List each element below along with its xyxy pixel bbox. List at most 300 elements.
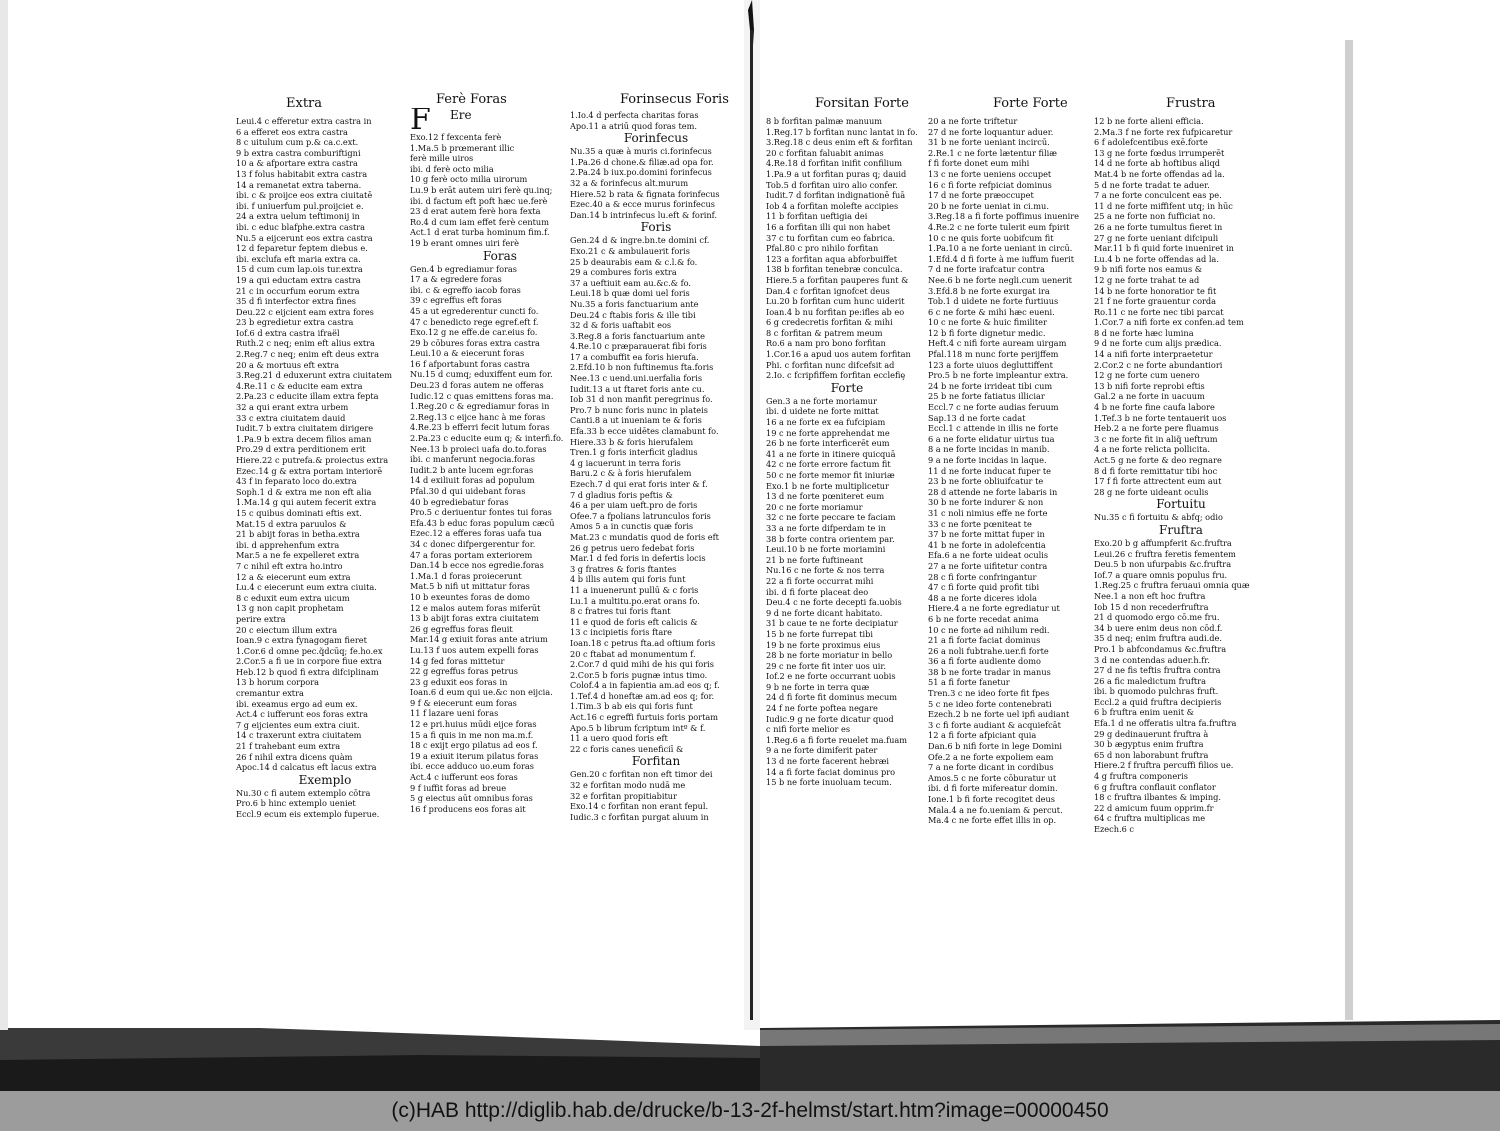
index-entry: 10 a & afportare extra castra	[236, 158, 358, 169]
index-entry: 26 a ne forte tumultus fieret in	[1094, 221, 1223, 232]
index-entry: Eccl.2 a quid fruftra decipieris	[1094, 696, 1222, 707]
index-entry: 14 g fed foras mittetur	[410, 655, 505, 666]
section-heading-ere: Ere	[450, 108, 472, 122]
index-entry: Pfal.80 c pro nihilo forfitan	[766, 243, 879, 254]
index-entry: Amos 5 a in cunctis quæ foris	[570, 521, 694, 532]
index-entry: 3.Reg.8 a foris fanctuarium ante	[570, 330, 705, 341]
index-entry: 28 d attende ne forte labaris in	[928, 486, 1058, 497]
index-entry: Deu.4 c ne forte decepti fa.uobis	[766, 597, 902, 608]
initial-letter-f: F	[410, 108, 431, 132]
index-entry: 20 a ne forte triftetur	[928, 116, 1018, 126]
index-entry: 47 a foras portam exteriorem	[410, 549, 533, 560]
index-entry: 11 e quod de foris eft calicis &	[570, 616, 698, 627]
index-entry: 15 d cum cum lap.ois tur.extra	[236, 264, 363, 275]
index-entry: 1.Cor.7 a nifi forte ex confen.ad tem	[1094, 317, 1244, 328]
index-entry: 4 b illis autem qui foris funt	[570, 574, 686, 585]
index-entry: 6 b fruftra enim uenit &	[1094, 707, 1194, 718]
column-fere-foras	[410, 108, 590, 870]
index-entry: Canti.8 a ut inueniam te & foris	[570, 415, 702, 426]
index-entry: Exo.20 b g affumpferit &c.fruftra	[1094, 537, 1232, 548]
index-entry: Deu.22 c eijcient eam extra fores	[236, 306, 374, 317]
index-entry: Exo.12 g ne effe.de car.eius fo.	[410, 327, 538, 338]
index-entry: 6 f adolefcentibus exē.forte	[1094, 137, 1208, 148]
index-entry: 23 g eduxit eos foras in	[410, 676, 508, 687]
entries-forsitan	[570, 769, 742, 822]
index-entry: 8 c eduxit eum extra uicum	[236, 592, 350, 603]
index-entry: 15 c quibus dominati eftis ext.	[236, 507, 362, 518]
index-entry: Iof.2 e ne forte occurrant uobis	[766, 671, 896, 682]
index-entry: Apoc.14 d calcatus eft lacus extra	[236, 762, 377, 773]
index-entry: 26 g petrus uero fedebat foris	[570, 542, 695, 553]
index-entry: Ezec.12 a efferes foras uafa tua	[410, 528, 542, 539]
index-entry: Hiere.52 b rata & fignata forinfecus	[570, 188, 720, 199]
index-entry: Exo.21 c & ambulauerit foris	[570, 245, 690, 256]
index-entry: Tob.5 d forfitan uiro alio confer.	[766, 179, 898, 190]
index-entry: c nifi forte melior es	[766, 724, 851, 735]
index-entry: Iob 4 a forfitan molefte accipies	[766, 200, 899, 211]
index-entry: 3.Reg.21 d eduxerunt extra ciuitatem	[236, 370, 393, 381]
index-entry: 4.Re.10 c præparauerat fibi foris	[570, 341, 707, 352]
index-entry: cremantur extra	[236, 688, 304, 699]
index-entry: Ezech.6 c	[1094, 824, 1134, 834]
entries-frustra	[1094, 538, 1268, 835]
index-entry: Ofee.7 a fpolians latrunculos foris	[570, 510, 711, 521]
index-entry: 26 a noli fubtrahe.uer.fi forte	[928, 645, 1049, 656]
index-entry: Exo.1 b ne forte multiplicetur	[766, 480, 889, 491]
header-fere-foras: Ferè Foras	[436, 92, 507, 107]
column-forinsecus-foris	[570, 110, 742, 866]
index-entry: Nee.1 a non eft hoc fruftra	[1094, 590, 1206, 601]
index-entry: Colof.4 a in fapientia am.ad eos q; f.	[570, 680, 720, 691]
index-entry: 26 g egreffus foras fleuit	[410, 623, 513, 634]
index-entry: 2.Cor.5 b foris pugnæ intus timo.	[570, 669, 708, 680]
index-entry: 43 f in feparato loco do.extra	[236, 476, 357, 487]
entries-forte-end	[1094, 116, 1268, 497]
index-entry: Deu.5 b non ufurpabis &c.fruftra	[1094, 559, 1232, 570]
index-entry: 1.Tef.3 b ne forte tentauerit uos	[1094, 412, 1227, 423]
header-frustra: Frustra	[1166, 96, 1216, 111]
index-entry: 16 f afportabunt foras castra	[410, 358, 530, 369]
index-entry: 16 a ne forte ex ea fufcipiam	[766, 417, 886, 428]
index-entry: 7 c nihil eft extra ho.intro	[236, 560, 343, 571]
entries-extra	[236, 116, 414, 773]
index-entry: Leui.18 b quæ domi uel foris	[570, 288, 690, 299]
index-entry: 138 b forfitan tenebræ conculca.	[766, 264, 903, 275]
index-entry: Iof.7 a quare omnis populus fru.	[1094, 569, 1228, 580]
index-entry: Eccl.7 c ne forte audias feruum	[928, 402, 1059, 413]
index-entry: 38 b ne forte tradar in manus	[928, 666, 1051, 677]
index-entry: Gen.4 b egrediamur foras	[410, 263, 518, 274]
entries-forinsecus	[570, 146, 742, 220]
index-entry: 51 a fi forte fanetur	[928, 677, 1010, 688]
index-entry: 19 a qui eductam extra castra	[236, 274, 361, 285]
index-entry: ibi. c manferunt negocia.foras	[410, 454, 535, 465]
entries-forsitan-right	[766, 116, 928, 381]
index-entry: Iudic.3 c forfitan purgat aluum in	[570, 811, 709, 822]
index-entry: Apo.5 b librum fcriptum intº & f.	[570, 722, 706, 733]
index-entry: 31 b ne forte ueniant incircū.	[928, 137, 1050, 148]
index-entry: 9 d ne forte dicant habitato.	[766, 607, 883, 618]
index-entry: Leui.26 c fruftra feretis fementem	[1094, 548, 1236, 559]
index-entry: ibi. b quomodo pulchras fruft.	[1094, 686, 1219, 697]
index-entry: 6 a ne forte elidatur uirtus tua	[928, 433, 1055, 444]
index-entry: Iob 31 d non manfit peregrinus fo.	[570, 394, 713, 405]
index-entry: 4.Re.2 c ne forte tulerit eum fpirit	[928, 221, 1070, 232]
index-entry: 12 a fi forte afpiciant quia	[928, 730, 1037, 741]
index-entry: 4 a ne forte relicta pollicita.	[1094, 444, 1210, 455]
index-entry: Mat.5 b nifi ut mittatur foras	[410, 581, 530, 592]
index-entry: Baru.2 c & à foris hierufalem	[570, 468, 692, 479]
index-entry: 7 a ne forte conculcent eas pe.	[1094, 190, 1222, 201]
index-entry: Ruth.2 c neq; enim eft alius extra	[236, 338, 375, 349]
column-forte	[928, 116, 1096, 866]
index-entry: 4 g iacuerunt in terra foris	[570, 457, 681, 468]
index-entry: 9 b ne forte in terra quæ	[766, 681, 870, 692]
index-entry: 1.Ma.14 g qui autem fecerit extra	[236, 497, 377, 508]
index-entry: Pro.29 d extra perditionem erit	[236, 444, 366, 455]
index-entry: Lu.1 a multitu.po.erat orans fo.	[570, 595, 700, 606]
index-entry: 28 g ne forte uideant oculis	[1094, 486, 1209, 497]
index-entry: 15 b ne forte furrepat tibi	[766, 628, 873, 639]
index-entry: 12 b fi forte dignetur medic.	[928, 327, 1046, 338]
index-entry: 33 c ne forte pœniteat te	[928, 518, 1032, 529]
index-entry: ibi. c & proijce eos extra ciuitatē	[236, 190, 373, 201]
index-entry: 2.Pa.23 c educite eum q; & interfi.fo.	[410, 433, 564, 444]
index-entry: 10 c ne forte ad nihilum redi.	[928, 624, 1050, 635]
entries-foris	[570, 235, 742, 754]
index-entry: 21 a fi forte faciat dominus	[928, 635, 1041, 646]
index-entry: 3.Reg.18 c deus enim eft & forfitan	[766, 137, 913, 148]
index-entry: Mat.15 d extra paruulos &	[236, 518, 347, 529]
index-entry: Nee.13 b proieci uafa do.to.foras	[410, 443, 547, 454]
column-forsitan-forte	[766, 116, 928, 866]
index-entry: 32 d & foris uaftabit eos	[570, 320, 672, 331]
index-entry: Nee.13 c uend.uni.uerfalia foris	[570, 373, 703, 384]
index-entry: 13 c ne forte ueniens occupet	[928, 168, 1052, 179]
index-entry: 1.Efd.4 d fi forte à me iuffum fuerit	[928, 253, 1075, 264]
index-entry: Ezech.2 b ne forte uel ipfi audiant	[928, 709, 1070, 720]
index-entry: 23 b ne forte obliuifcatur te	[928, 476, 1044, 487]
index-entry: 22 c foris canes ueneficiī &	[570, 743, 684, 754]
index-entry: 47 c fi forte quid profit tibi	[928, 582, 1040, 593]
index-entry: ibi. exclufa eft maria extra ca.	[236, 253, 361, 264]
index-entry: 21 f trahebant eum extra	[236, 741, 341, 752]
index-entry: 3 g fratres & foris ftantes	[570, 563, 677, 574]
index-entry: Hiere.5 a forfitan pauperes funt &	[766, 274, 909, 285]
index-entry: Phi. c forfitan nunc difcefsit ad	[766, 359, 895, 370]
index-entry: Pro.7 b nunc foris nunc in plateis	[570, 404, 708, 415]
index-entry: f fi forte donet eum mihi	[928, 158, 1030, 169]
index-entry: Deu.24 c ftabis foris & ille tibi	[570, 309, 696, 320]
section-heading-foras: Foras	[483, 248, 517, 263]
index-entry: 7 d ne forte irafcatur contra	[928, 264, 1045, 275]
index-entry: Pro.1 b abfcondamus &c.fruftra	[1094, 643, 1227, 654]
index-entry: Iudic.12 c quas emittens foras ma.	[410, 390, 554, 401]
index-entry: Act.1 d erat turba hominum fim.f.	[410, 227, 550, 238]
index-entry: Lu.9 b erāt autem uiri ferè qu.inq;	[410, 184, 553, 195]
index-entry: 13 f folus habitabit extra castra	[236, 168, 368, 179]
entries-forte	[766, 396, 928, 788]
index-entry: 8 c forfitan & patrem meum	[766, 327, 883, 338]
index-entry: 22 d amicum fuum opprim.fr	[1094, 802, 1214, 813]
index-entry: 14 d exiliuit foras ad populum	[410, 475, 535, 486]
index-entry: Nu.35 a foris fanctuarium ante	[570, 298, 699, 309]
index-entry: 24 a extra uelum teftimonij in	[236, 211, 360, 222]
index-entry: 3 d ne contendas aduer.h.fr.	[1094, 654, 1210, 665]
index-entry: 9 d ne forte cum alijs prædica.	[1094, 338, 1222, 349]
index-entry: Ma.4 c ne forte effet illis in op.	[928, 815, 1057, 826]
index-entry: Heft.4 c nifi forte auream uirgam	[928, 338, 1067, 349]
index-entry: 4 g fruftra componeris	[1094, 771, 1188, 782]
index-entry: Act.4 c iufferunt eos foras	[410, 772, 518, 783]
index-entry: Lu.4 b ne forte offendas ad la.	[1094, 253, 1219, 264]
index-entry: 8 d fi forte remittatur tibi hoc	[1094, 465, 1218, 476]
index-entry: Deu.23 d foras autem ne offeras	[410, 380, 544, 391]
index-entry: Iudit.13 a ut ftaret foris ante cu.	[570, 383, 705, 394]
index-entry: Iudit.7 d forfitan indignationē fuā	[766, 190, 906, 201]
index-entry: 20 b ne forte ueniat in ci.mu.	[928, 200, 1049, 211]
index-entry: 8 c fratres tui foris ftant	[570, 606, 671, 617]
index-entry: 2.Efd.10 b non fuftinemus fta.foris	[570, 362, 714, 373]
index-entry: Mat.4 b ne forte offendas ad la.	[1094, 168, 1225, 179]
index-entry: 19 b ne forte proximus eius	[766, 639, 881, 650]
index-entry: Iudit.7 b extra ciuitatem dirigere	[236, 423, 374, 434]
index-entry: Pfal.118 m nunc forte perijffem	[928, 349, 1059, 360]
index-entry: 17 f fi forte attrectent eum aut	[1094, 476, 1222, 487]
index-entry: 27 a ne forte uifitetur contra	[928, 560, 1048, 571]
index-entry: 2.Pa.23 c educite illam extra fepta	[236, 391, 379, 402]
index-entry: 13 b horum corpora	[236, 677, 320, 688]
entries-foras	[410, 264, 590, 815]
index-entry: 1.Pa.26 d chone.& filiæ.ad opa for.	[570, 156, 714, 167]
index-entry: 2.Pa.24 b iux.po.domini forinfecus	[570, 167, 712, 178]
index-entry: 3 c fi forte audiant & acquiefcāt	[928, 719, 1061, 730]
index-entry: Soph.1 d & extra me non eft alia	[236, 486, 372, 497]
index-entry: 2.Cor.5 a fi ue in corpore fiue extra	[236, 656, 382, 667]
index-entry: 13 g ne forte fœdus irrumperēt	[1094, 147, 1225, 158]
index-entry: 2.Cor.7 d quid mihi de his qui foris	[570, 659, 714, 670]
index-entry: 1.Cor.16 a apud uos autem forfitan	[766, 349, 911, 360]
index-entry: 3.Reg.18 a fi forte poffimus inuenire	[928, 211, 1079, 222]
index-entry: Amos.5 c ne forte cōburatur ut	[928, 772, 1057, 783]
index-entry: 18 c exijt ergo pilatus ad eos f.	[410, 740, 538, 751]
index-entry: Gen.24 d & ingre.bn.te domini cf.	[570, 235, 710, 246]
index-entry: 24 d fi forte fit dominus mecum	[766, 692, 898, 703]
index-entry: Dan.4 c forfitan ignofcet deus	[766, 285, 890, 296]
index-entry: 10 c ne forte & huic fimiliter	[928, 317, 1047, 328]
index-entry: 26 b ne forte interficerēt eum	[766, 438, 890, 449]
index-entry: 31 c noli nimius effe ne forte	[928, 507, 1048, 518]
index-entry: 5 d ne forte tradat te aduer.	[1094, 179, 1210, 190]
index-entry: ferè mille uiros	[410, 153, 474, 164]
index-entry: 29 a combures foris extra	[570, 267, 677, 278]
index-entry: Efa.6 a ne forte uideat oculis	[928, 550, 1049, 561]
index-entry: 12 b ne forte alieni efficia.	[1094, 116, 1204, 126]
index-entry: ibi. exeamus ergo ad eum ex.	[236, 698, 358, 709]
index-entry: 21 f ne forte grauentur corda	[1094, 296, 1217, 307]
index-entry: Tren.3 c ne ideo forte fit fpes	[928, 688, 1050, 699]
index-entry: Ioan.18 c petrus fta.ad oftium foris	[570, 637, 716, 648]
index-entry: Tren.1 g foris interficit gladius	[570, 447, 698, 458]
index-entry: 3 c ne forte fit in aliq̃ ueftrum	[1094, 433, 1218, 444]
section-heading-fortuitu: Fortuitu	[1156, 497, 1206, 512]
index-entry: Dan.6 b nifi forte in lege Domini	[928, 741, 1062, 752]
index-entry: Efa.43 b educ foras populum cæcū	[410, 517, 555, 528]
section-heading-frustra: Fruftra	[1159, 522, 1203, 537]
index-entry: 23 d erat autem ferè hora fexta	[410, 206, 541, 217]
index-entry: Act.5 g ne forte & deo regnare	[1094, 455, 1222, 465]
index-entry: 1.Ma.5 b prœmerant illic	[410, 142, 515, 153]
index-entry: Nu.30 c fi autem extemplo cōtra	[236, 787, 371, 798]
index-entry: perire extra	[236, 613, 286, 624]
index-entry: Hiere.33 b & foris hierufalem	[570, 436, 694, 447]
section-heading-forte: Forte	[830, 380, 864, 395]
index-entry: 13 d ne forte facerent hebræi	[766, 756, 890, 767]
index-entry: 36 a fi forte audiente domo	[928, 656, 1041, 667]
index-entry: Pro.6 b hinc extemplo ueniet	[236, 798, 356, 809]
index-entry: 24 b ne forte irrideat tibi cum	[928, 380, 1053, 391]
index-entry: 25 b deaurabis eam & c.l.& fo.	[570, 256, 698, 267]
index-entry: 16 a forfitan illi qui non habet	[766, 221, 891, 232]
index-entry: 19 a exiuit iterum pilatus foras	[410, 750, 539, 761]
index-entry: 19 c ne forte apprehendat me	[766, 427, 890, 438]
index-entry: Heb.12 b quod fi extra difciplinam	[236, 666, 379, 677]
index-entry: Act.4 c iufferunt eos foras extra	[236, 709, 368, 720]
index-entry: 29 g dedinauerunt fruftra à	[1094, 728, 1209, 739]
column-extra	[236, 116, 414, 876]
index-entry: 6 g fruftra conflauit conflator	[1094, 781, 1216, 792]
index-entry: 2.Reg.7 c neq; enim eft deus extra	[236, 349, 379, 360]
index-entry: 1.Tim.3 b ab eis qui foris funt	[570, 701, 693, 712]
index-entry: ibi. d uidete ne forte mittat	[766, 406, 879, 417]
index-entry: Nu.16 c ne forte & nos terra	[766, 565, 885, 576]
index-entry: 28 c fi forte confringantur	[928, 571, 1037, 582]
index-entry: 5 g eiectus aūt omnibus foras	[410, 793, 533, 804]
index-entry: 27 d ne forte loquantur aduer.	[928, 126, 1054, 137]
index-entry: 21 b abijt foras in betha.extra	[236, 529, 360, 540]
index-entry: 1.Pa.10 a ne forte ueniant in circū.	[928, 243, 1073, 254]
index-entry: Mat.23 c mundatis quod de foris eft	[570, 531, 719, 542]
index-entry: 1.Io.4 d perfecta charitas foras	[570, 110, 699, 120]
index-entry: Leui.10 a & eiecerunt foras	[410, 348, 525, 359]
index-entry: Gal.2 a ne forte in uacuum	[1094, 391, 1205, 402]
index-entry: 2.Io. c fcripfiffem forfitan ecclefię	[766, 370, 906, 381]
index-entry: Apo.11 a atriū quod foras tem.	[570, 120, 697, 131]
index-entry: 14 d ne forte ab hoftibus aliqd	[1094, 158, 1220, 169]
index-entry: Ioan.4 b nu forfitan pe:ifles ab eo	[766, 306, 905, 317]
section-heading-forsitan: Forfitan	[631, 754, 681, 769]
index-entry: 33 c extra ciuitatem dauid	[236, 412, 346, 423]
index-entry: Tob.1 d uidete ne forte furtiuus	[928, 296, 1059, 307]
index-entry: 32 e forfitan modo nudā me	[570, 780, 686, 791]
index-entry: Mar.11 b fi quid forte inueniret in	[1094, 243, 1234, 254]
index-entry: 26 a fic maledictum fruftra	[1094, 675, 1206, 686]
index-entry: ibi. d factum eft poft hæc ue.ferè	[410, 195, 548, 206]
index-entry: 8 a ne forte incidas in manib.	[928, 444, 1050, 455]
index-entry: 16 c fi forte refpiciat dominus	[928, 179, 1052, 190]
index-entry: 26 f nihil extra dicens quàm	[236, 751, 353, 762]
index-entry: 15 a fi quis in me non ma.m.f.	[410, 729, 534, 740]
index-entry: Iof.6 d extra castra ifraël	[236, 327, 340, 338]
index-entry: 20 c ne forte moriamur	[766, 501, 863, 512]
index-entry: 7 d gladius foris peftis &	[570, 489, 673, 500]
index-entry: Lu.13 f uos autem expelli foras	[410, 644, 539, 655]
index-entry: 32 e forfitan propitiabitur	[570, 790, 677, 801]
index-entry: 39 c egreffus eft foras	[410, 295, 502, 306]
index-entry: 14 a remanetat extra taberna.	[236, 179, 362, 190]
index-entry: 1.Cor.6 d omne pec.q̃dcūq; fe.ho.ex	[236, 645, 383, 656]
index-entry: 38 b forte contra orientem par.	[766, 533, 895, 544]
column-frustra	[1094, 116, 1268, 878]
index-entry: Nu.15 d cumq; eduxiffent eum for.	[410, 369, 553, 380]
index-entry: 12 a & eiecerunt eum extra	[236, 571, 351, 582]
index-entry: 21 c in occurfum eorum extra	[236, 285, 360, 296]
index-entry: ibi. d fi forte mifereatur domin.	[928, 783, 1058, 794]
index-entry: 11 a inuenerunt pullū & c foris	[570, 584, 699, 595]
index-entry: 27 g ne forte ueniant difcipuli	[1094, 232, 1219, 243]
index-entry: 47 c benedicto rege egref.eft f.	[410, 316, 539, 327]
index-entry: Dan.14 b intrinfecus lu.eft & forinf.	[570, 209, 717, 220]
index-entry: 123 a forte uiuos degluttiffent	[928, 359, 1053, 370]
index-entry: 12 g ne forte cum uenero	[1094, 370, 1200, 381]
header-forte-forte: Forte Forte	[993, 96, 1068, 111]
index-entry: Nu.35 c fi fortuitu & abfq; odio	[1094, 512, 1223, 523]
index-entry: ibi. c educ blafphe.extra castra	[236, 221, 366, 232]
entries-forte-cont	[928, 116, 1096, 826]
index-entry: 13 b abijt foras extra ciuitatem	[410, 613, 539, 624]
index-entry: Ezec.40 a & ecce murus forinfecus	[570, 199, 715, 210]
index-entry: Ro.6 a nam pro bono forfitan	[766, 338, 886, 349]
index-entry: 21 b ne forte fuftineant	[766, 554, 864, 565]
index-entry: 20 c eiectum illum extra	[236, 624, 338, 635]
index-entry: Ioan.6 d eum qui ue.&c non eijcia.	[410, 687, 553, 698]
index-entry: Nee.6 b ne forte negli.cum uenerit	[928, 274, 1072, 285]
index-entry: ibi. d apprehenfum extra	[236, 539, 340, 550]
index-entry: Ezec.14 g & extra portam interiorē	[236, 465, 383, 476]
index-entry: ibi. c & egreffo iacob foras	[410, 284, 521, 295]
index-entry: Mar.14 g exiuit foras ante atrium	[410, 634, 548, 645]
index-entry: 11 f lazare ueni foras	[410, 708, 499, 719]
entries-exemplo	[236, 788, 414, 820]
index-entry: 13 b nifi forte reprobi eftis	[1094, 380, 1205, 391]
index-entry: 34 b uere enim deus non cōd.f.	[1094, 622, 1223, 633]
index-entry: Ione.1 b fi forte recogitet deus	[928, 794, 1055, 804]
index-entry: Heb.2 a ne forte pere fluamus	[1094, 423, 1219, 434]
index-entry: 123 a forfitan aqua abforbuiffet	[766, 253, 898, 264]
index-entry: 13 c incipietis foris ftare	[570, 627, 672, 638]
index-entry: 20 c forfitan faluabit animas	[766, 147, 884, 158]
index-entry: 25 b ne forte fatiatus illiciar	[928, 391, 1045, 402]
index-entry: 1.Pa.9 b extra decem filios aman	[236, 433, 372, 444]
index-entry: Ioan.9 c extra fynagogam fieret	[236, 635, 367, 646]
index-entry: Eccl.1 c attende in illis ne forte	[928, 423, 1059, 434]
index-entry: 4 b ne forte fine caufa labore	[1094, 402, 1215, 413]
index-entry: 4.Re.11 c & educite eam extra	[236, 380, 363, 391]
index-entry: Efa.33 b ecce uidētes clamabunt fo.	[570, 426, 719, 437]
index-entry: 14 a fi forte faciat dominus pro	[766, 766, 896, 777]
index-entry: Dan.14 b ecce nos egredie.foras	[410, 560, 544, 571]
header-forsitan-forte: Forsitan Forte	[815, 96, 909, 111]
index-entry: 22 g egreffus foras petrus	[410, 666, 518, 677]
index-entry: Ro.11 c ne forte nec tibi parcat	[1094, 306, 1224, 317]
index-entry: 22 a fi forte occurrat mihi	[766, 575, 874, 586]
index-entry: 12 d feparetur feptem diebus e.	[236, 243, 368, 254]
index-entry: 24 f ne forte poftea negare	[766, 703, 878, 714]
index-entry: ibi. ecce adduco uo.eum foras	[410, 761, 535, 772]
index-entry: Ezech.7 d qui erat foris inter & f.	[570, 479, 708, 489]
index-entry: Pfal.30 d qui uidebant foras	[410, 486, 526, 496]
index-entry: 8 d ne forte hæc lumina	[1094, 327, 1194, 338]
